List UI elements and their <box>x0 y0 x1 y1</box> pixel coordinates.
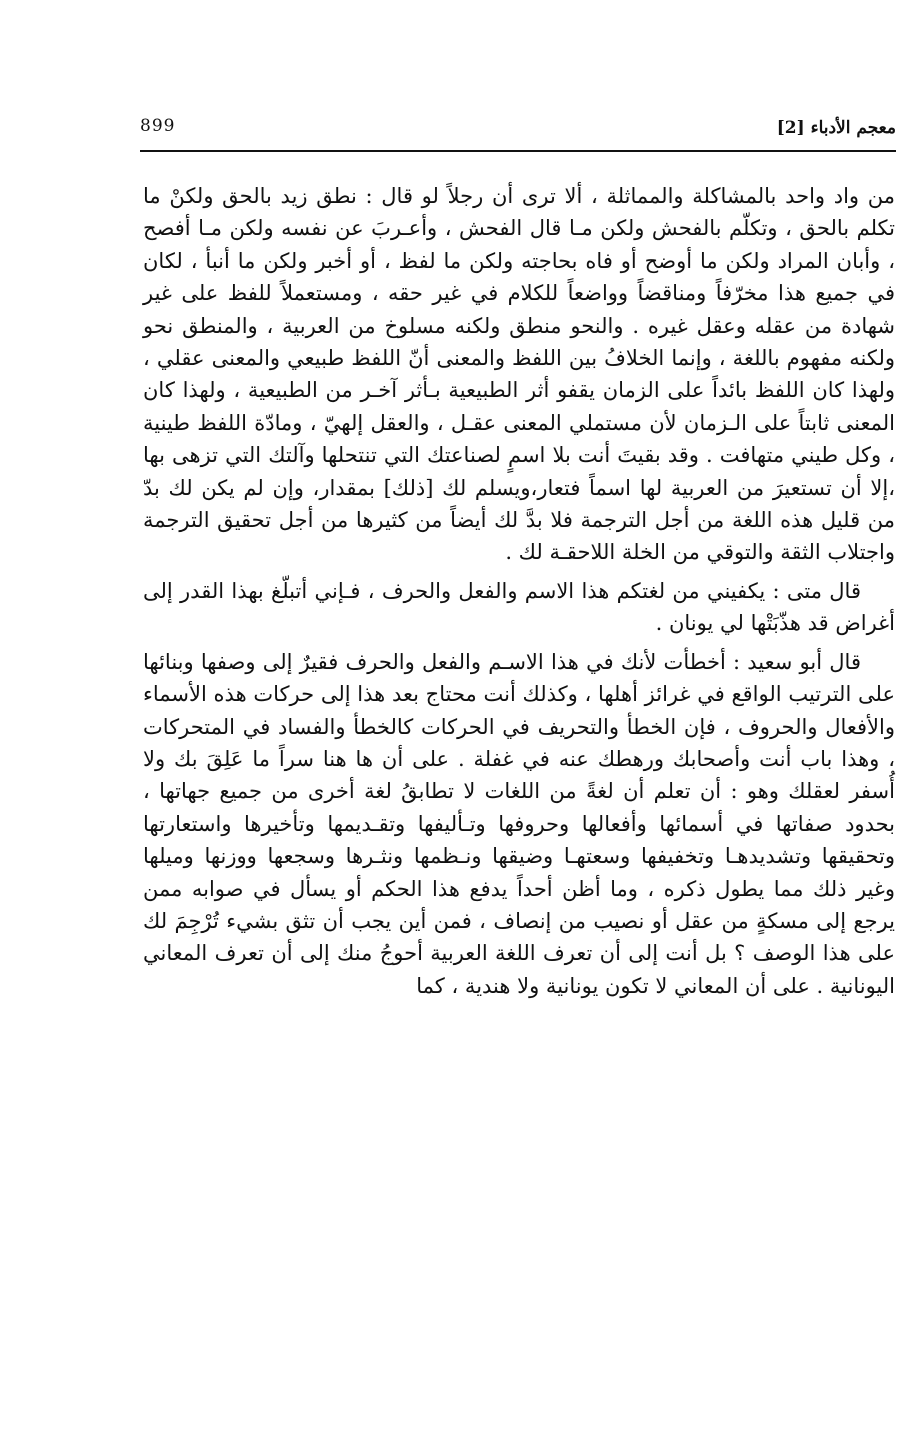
paragraph-continuation: من واد واحد بالمشاكلة والمماثلة ، ألا ترى أن رجلاً لو قال : نطق زيد بالحق ولكنْ ما تكلم بالحق ، وتكلّم بالفحش ولكن مـا قال الفحش ، وأعـربَ عن نفسه ولكن مـا أفصح ، وأبان المراد ولكن ما أوضح أو فاه بحاجته ولكن ما لفظ ، أو أخبر ولكن ما أنبأ ، لكان في جميع هذا مخرّفاً ومناقضاً وواضعاً للكلام في غير حقه ، ومستعملاً للفظ على غير شهادة من عقله وعقل غيره . والنحو منطق ولكنه مسلوخ من العربية ، والمنطق نحو ولكنه مفهوم باللغة ، وإنما الخلافُ بين اللفظ والمعنى أنّ اللفظ طبيعي والمعنى عقلي ، ولهذا كان اللفظ بائداً على الزمان يقفو أثر الطبيعية بـأثر آخـر من الطبيعية ، ولهذا كان المعنى ثابتاً على الـزمان لأن مستملي المعنى عقـل ، والعقل إلهيّ ، ومادّة اللفظ طينية ، وكل طيني متهافت . وقد بقيتَ أنت بلا اسمٍ لصناعتك التي تنتحلها وآلتك التي تزهى بها ،إلا أن تستعيرَ من العربية لها اسماً فتعار،ويسلم لك [ذلك] بمقدار، وإن لم يكن لك بدّ من قليل هذه اللغة من أجل الترجمة فلا بدَّ لك أيضاً من كثيرها من أجل تحقيق الترجمة واجتلاب الثقة والتوقي من الخلة اللاحقـة لك . <box>143 184 895 565</box>
running-header <box>140 110 896 152</box>
body-text <box>143 180 895 1008</box>
page-number: 899 <box>140 116 176 136</box>
paragraph-abu-said-reply: قال أبو سعيد : أخطأت لأنك في هذا الاسـم والفعل والحرف فقيرٌ إلى وصفها وبنائها على الترتيب الواقع في غرائز أهلها ، وكذلك أنت محتاج بعد هذا إلى حركات هذه الأسماء والأفعال والحروف ، فإن الخطأ والتحريف في الحركات كالخطأ والفساد في المتحركات ، وهذا باب أنت وأصحابك ورهطك عنه في غفلة . على أن ها هنا سراً ما عَلِقَ بك ولا أُسفر لعقلك وهو : أن تعلم أن لغةً من اللغات لا تطابقُ لغة أخرى من جميع جهاتها ، بحدود صفاتها في أسمائها وأفعالها وحروفها وتـأليفها وتقـديمها وتأخيرها واستعارتها وتحقيقها وتشديدهـا وتخفيفها وسعتهـا وضيقها ونـظمها ونثـرها وسجعها ووزنها وميلها وغير ذلك مما يطول ذكره ، وما أظن أحداً يدفع هذا الحكم أو يسأل في صوابه ممن يرجع إلى مسكةٍ من عقل أو نصيب من إنصاف ، فمن أين يجب أن تثق بشيء تُرْجِمَ لك على هذا الوصف ؟ بل أنت إلى أن تعرف اللغة العربية أحوجُ منك إلى أن تعرف المعاني اليونانية . على أن المعاني لا تكون يونانية ولا هندية ، كما <box>143 649 895 998</box>
paragraph-matta-reply: قال متى : يكفيني من لغتكم هذا الاسم والفعل والحرف ، فـإني أتبلّغ بهذا القدر إلى أغراض قد هذّبَتْها لي يونان . <box>143 578 895 636</box>
running-title: معجم الأدباء [2] <box>776 118 896 138</box>
